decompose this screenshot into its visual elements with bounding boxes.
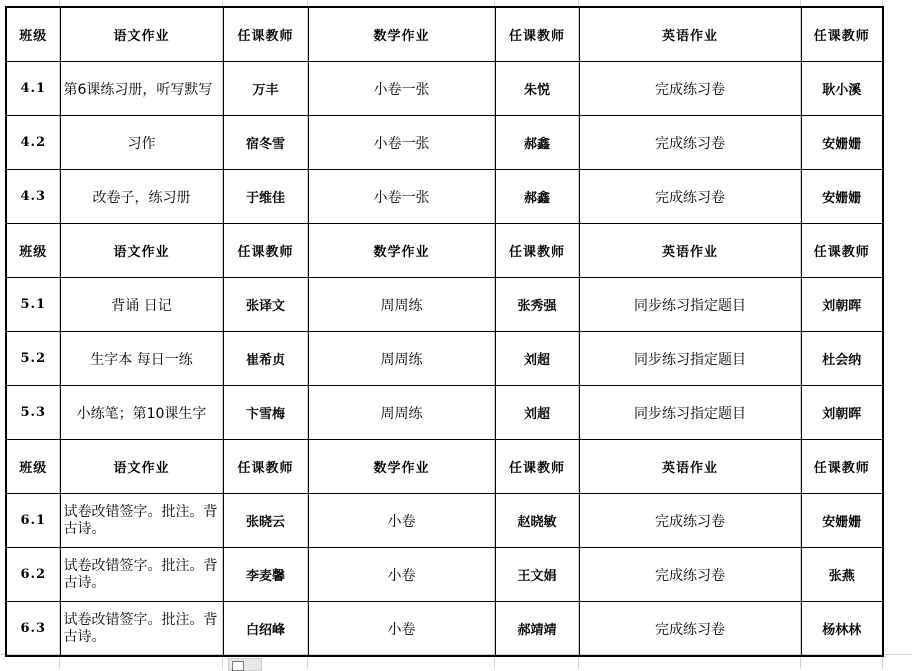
header-teacher[interactable]: 任课教师 bbox=[495, 224, 579, 278]
header-teacher[interactable]: 任课教师 bbox=[223, 224, 308, 278]
math-teacher-cell[interactable]: 赵晓敏 bbox=[495, 494, 579, 548]
header-row bbox=[6, 440, 883, 494]
english-teacher-cell[interactable]: 杨林林 bbox=[801, 602, 883, 657]
chinese-teacher-cell[interactable]: 李麦馨 bbox=[223, 548, 308, 602]
chinese-teacher-cell[interactable]: 张晓云 bbox=[223, 494, 308, 548]
header-teacher[interactable]: 任课教师 bbox=[801, 440, 883, 494]
math-teacher-cell[interactable]: 郝靖靖 bbox=[495, 602, 579, 657]
chinese-teacher-cell[interactable]: 张译文 bbox=[223, 278, 308, 332]
table-row bbox=[6, 116, 883, 170]
english-teacher-cell[interactable]: 安姗姗 bbox=[801, 116, 883, 170]
english-teacher-cell[interactable]: 杜会纳 bbox=[801, 332, 883, 386]
math-homework-cell[interactable]: 小卷一张 bbox=[308, 170, 495, 224]
header-english-homework[interactable]: 英语作业 bbox=[579, 224, 801, 278]
english-homework-cell[interactable]: 完成练习卷 bbox=[579, 548, 801, 602]
header-chinese-homework[interactable]: 语文作业 bbox=[60, 440, 223, 494]
table-row bbox=[6, 278, 883, 332]
math-teacher-cell[interactable]: 刘超 bbox=[495, 386, 579, 440]
class-cell[interactable]: 5.1 bbox=[6, 278, 60, 332]
english-homework-cell[interactable]: 完成练习卷 bbox=[579, 116, 801, 170]
math-homework-cell[interactable]: 周周练 bbox=[308, 386, 495, 440]
class-cell[interactable]: 4.2 bbox=[6, 116, 60, 170]
table-row bbox=[6, 62, 883, 116]
english-teacher-cell[interactable]: 安姗姗 bbox=[801, 170, 883, 224]
english-homework-cell[interactable]: 完成练习卷 bbox=[579, 170, 801, 224]
chinese-homework-cell[interactable]: 试卷改错签字。批注。背古诗。 bbox=[60, 602, 223, 657]
chinese-homework-cell[interactable]: 试卷改错签字。批注。背古诗。 bbox=[60, 548, 223, 602]
english-teacher-cell[interactable]: 刘朝晖 bbox=[801, 278, 883, 332]
chinese-teacher-cell[interactable]: 万丰 bbox=[223, 62, 308, 116]
chinese-teacher-cell[interactable]: 崔希贞 bbox=[223, 332, 308, 386]
homework-table bbox=[5, 6, 884, 657]
math-teacher-cell[interactable]: 郝鑫 bbox=[495, 170, 579, 224]
header-english-homework[interactable]: 英语作业 bbox=[579, 7, 801, 62]
header-english-homework[interactable]: 英语作业 bbox=[579, 440, 801, 494]
math-homework-cell[interactable]: 周周练 bbox=[308, 332, 495, 386]
header-teacher[interactable]: 任课教师 bbox=[495, 440, 579, 494]
math-homework-cell[interactable]: 小卷一张 bbox=[308, 116, 495, 170]
chinese-homework-cell[interactable]: 生字本 每日一练 bbox=[60, 332, 223, 386]
table-row bbox=[6, 170, 883, 224]
english-homework-cell[interactable]: 同步练习指定题目 bbox=[579, 386, 801, 440]
math-homework-cell[interactable]: 周周练 bbox=[308, 278, 495, 332]
class-cell[interactable]: 6.2 bbox=[6, 548, 60, 602]
chinese-homework-cell[interactable]: 小练笔；第10课生字 bbox=[60, 386, 223, 440]
class-cell[interactable]: 6.1 bbox=[6, 494, 60, 548]
table-row bbox=[6, 332, 883, 386]
header-math-homework[interactable]: 数学作业 bbox=[308, 7, 495, 62]
chinese-teacher-cell[interactable]: 宿冬雪 bbox=[223, 116, 308, 170]
chinese-teacher-cell[interactable]: 于维佳 bbox=[223, 170, 308, 224]
english-teacher-cell[interactable]: 张燕 bbox=[801, 548, 883, 602]
english-teacher-cell[interactable]: 耿小溪 bbox=[801, 62, 883, 116]
header-teacher[interactable]: 任课教师 bbox=[801, 224, 883, 278]
chinese-teacher-cell[interactable]: 卞雪梅 bbox=[223, 386, 308, 440]
chinese-homework-cell[interactable]: 试卷改错签字。批注。背古诗。 bbox=[60, 494, 223, 548]
math-homework-cell[interactable]: 小卷 bbox=[308, 494, 495, 548]
class-cell[interactable]: 5.3 bbox=[6, 386, 60, 440]
header-chinese-homework[interactable]: 语文作业 bbox=[60, 7, 223, 62]
header-teacher[interactable]: 任课教师 bbox=[223, 7, 308, 62]
header-math-homework[interactable]: 数学作业 bbox=[308, 224, 495, 278]
header-math-homework[interactable]: 数学作业 bbox=[308, 440, 495, 494]
class-cell[interactable]: 4.3 bbox=[6, 170, 60, 224]
chinese-homework-cell[interactable]: 第6课练习册，听写默写 bbox=[60, 62, 223, 116]
math-teacher-cell[interactable]: 张秀强 bbox=[495, 278, 579, 332]
math-teacher-cell[interactable]: 朱悦 bbox=[495, 62, 579, 116]
header-teacher[interactable]: 任课教师 bbox=[223, 440, 308, 494]
chinese-homework-cell[interactable]: 改卷子，练习册 bbox=[60, 170, 223, 224]
header-teacher[interactable]: 任课教师 bbox=[801, 7, 883, 62]
math-teacher-cell[interactable]: 王文娟 bbox=[495, 548, 579, 602]
english-teacher-cell[interactable]: 刘朝晖 bbox=[801, 386, 883, 440]
english-homework-cell[interactable]: 同步练习指定题目 bbox=[579, 332, 801, 386]
class-cell[interactable]: 5.2 bbox=[6, 332, 60, 386]
class-cell[interactable]: 4.1 bbox=[6, 62, 60, 116]
header-class[interactable]: 班级 bbox=[6, 440, 60, 494]
header-row bbox=[6, 224, 883, 278]
class-cell[interactable]: 6.3 bbox=[6, 602, 60, 657]
chinese-homework-cell[interactable]: 习作 bbox=[60, 116, 223, 170]
chinese-homework-cell[interactable]: 背诵 日记 bbox=[60, 278, 223, 332]
header-class[interactable]: 班级 bbox=[6, 224, 60, 278]
math-teacher-cell[interactable]: 刘超 bbox=[495, 332, 579, 386]
english-homework-cell[interactable]: 完成练习卷 bbox=[579, 494, 801, 548]
table-row bbox=[6, 386, 883, 440]
math-homework-cell[interactable]: 小卷 bbox=[308, 602, 495, 657]
header-teacher[interactable]: 任课教师 bbox=[495, 7, 579, 62]
header-chinese-homework[interactable]: 语文作业 bbox=[60, 224, 223, 278]
math-teacher-cell[interactable]: 郝鑫 bbox=[495, 116, 579, 170]
header-class[interactable]: 班级 bbox=[6, 7, 60, 62]
english-homework-cell[interactable]: 完成练习卷 bbox=[579, 602, 801, 657]
chinese-teacher-cell[interactable]: 白绍峰 bbox=[223, 602, 308, 657]
table-row bbox=[6, 602, 883, 657]
header-row bbox=[6, 7, 883, 62]
math-homework-cell[interactable]: 小卷一张 bbox=[308, 62, 495, 116]
english-homework-cell[interactable]: 同步练习指定题目 bbox=[579, 278, 801, 332]
math-homework-cell[interactable]: 小卷 bbox=[308, 548, 495, 602]
table-row bbox=[6, 494, 883, 548]
english-teacher-cell[interactable]: 安姗姗 bbox=[801, 494, 883, 548]
table-row bbox=[6, 548, 883, 602]
paste-options-icon[interactable] bbox=[228, 658, 262, 671]
english-homework-cell[interactable]: 完成练习卷 bbox=[579, 62, 801, 116]
